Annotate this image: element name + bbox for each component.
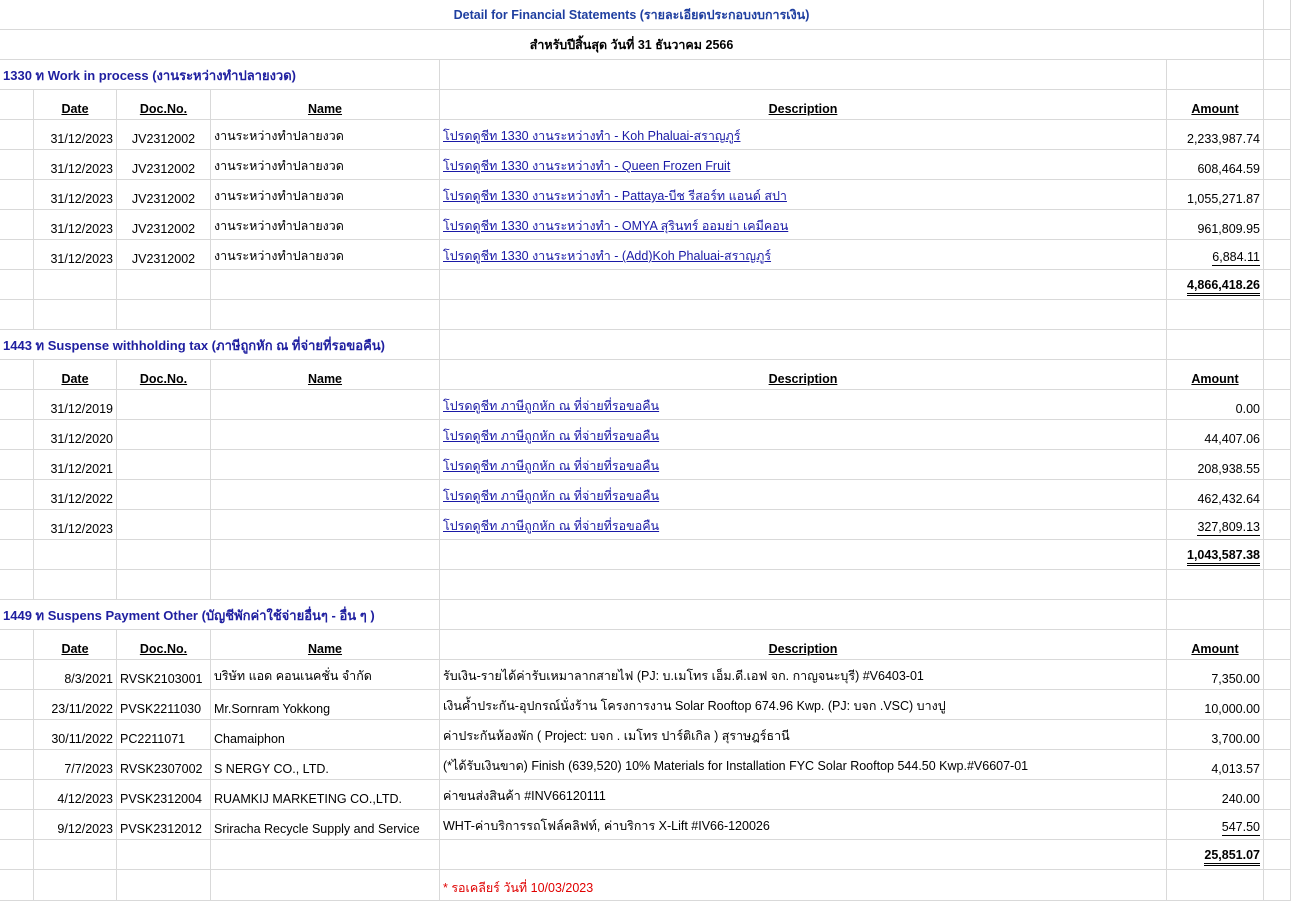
note-row xyxy=(0,870,1291,901)
header-name[interactable]: Name xyxy=(211,630,440,660)
cell-description-link[interactable]: โปรดดูชีท 1330 งานระหว่างทำ - Koh Phaluai-สราญภูร์ xyxy=(440,120,1167,150)
table-row xyxy=(0,660,1291,690)
amount-value: 547.50 xyxy=(1221,820,1260,834)
cell-name[interactable]: งานระหว่างทำปลายงวด xyxy=(211,120,440,150)
total-row xyxy=(0,840,1291,870)
title-row xyxy=(0,0,1291,30)
cell-doc-no[interactable] xyxy=(117,480,211,510)
cell-date[interactable]: 31/12/2023 xyxy=(34,240,117,270)
section-heading[interactable]: 1449 ท Suspens Payment Other (บัญชีพักค่าใช้จ่ายอื่นๆ - อื่น ๆ ) xyxy=(0,600,440,630)
total-row xyxy=(0,270,1291,300)
cell-amount[interactable]: 44,407.06 xyxy=(1167,420,1264,450)
table-row xyxy=(0,390,1291,420)
header-name[interactable]: Name xyxy=(211,90,440,120)
cell-description[interactable]: WHT-ค่าบริการรถโฟล์คลิฟท์, ค่าบริการ X-Lift #IV66-120026 xyxy=(440,810,1167,840)
report-subtitle[interactable]: สำหรับปีสิ้นสุด วันที่ 31 ธันวาคม 2566 xyxy=(0,30,1264,60)
header-date[interactable]: Date xyxy=(34,360,117,390)
cell-amount[interactable]: 0.00 xyxy=(1167,390,1264,420)
table-row xyxy=(0,720,1291,750)
table-row xyxy=(0,420,1291,450)
cell-date[interactable]: 8/3/2021 xyxy=(34,660,117,690)
cell-date[interactable]: 4/12/2023 xyxy=(34,780,117,810)
cell-name[interactable]: งานระหว่างทำปลายงวด xyxy=(211,150,440,180)
table-row xyxy=(0,180,1291,210)
cell-doc-no[interactable]: JV2312002 xyxy=(117,210,211,240)
cell-amount[interactable] xyxy=(1167,510,1264,540)
cell-date[interactable]: 31/12/2023 xyxy=(34,120,117,150)
cell-amount[interactable]: 3,700.00 xyxy=(1167,720,1264,750)
amount-value: 6,884.11 xyxy=(1212,250,1260,264)
table-row xyxy=(0,750,1291,780)
cell-description[interactable]: ค่าขนส่งสินค้า #INV66120111 xyxy=(440,780,1167,810)
cell-doc-no[interactable]: PC2211071 xyxy=(117,720,211,750)
column-header-row xyxy=(0,360,1291,390)
section-heading-row xyxy=(0,60,1291,90)
cell-amount[interactable]: 2,233,987.74 xyxy=(1167,120,1264,150)
cell-name[interactable]: งานระหว่างทำปลายงวด xyxy=(211,240,440,270)
cell-doc-no[interactable] xyxy=(117,450,211,480)
table-row xyxy=(0,810,1291,840)
total-row xyxy=(0,540,1291,570)
header-amount[interactable]: Amount xyxy=(1167,360,1264,390)
table-row xyxy=(0,480,1291,510)
cell-name[interactable] xyxy=(211,510,440,540)
cell-amount[interactable]: 10,000.00 xyxy=(1167,690,1264,720)
empty-row xyxy=(0,300,1291,330)
cell-description-link[interactable]: โปรดดูชีท ภาษีถูกหัก ณ ที่จ่ายที่รอขอคืน xyxy=(440,420,1167,450)
subtitle-row xyxy=(0,30,1291,60)
amount-value: 327,809.13 xyxy=(1197,520,1260,534)
cell-date[interactable]: 31/12/2023 xyxy=(34,150,117,180)
section-total[interactable] xyxy=(1167,540,1264,570)
empty-row xyxy=(0,570,1291,600)
cell-doc-no[interactable]: JV2312002 xyxy=(117,150,211,180)
report-title[interactable]: Detail for Financial Statements (รายละเอียดประกอบงบการเงิน) xyxy=(0,0,1264,30)
cell-description[interactable]: (*ได้รับเงินขาด) Finish (639,520) 10% Materials for Installation FYC Solar Rooftop 544.50 Kwp.#V6607-01 xyxy=(440,750,1167,780)
cell-date[interactable]: 31/12/2023 xyxy=(34,180,117,210)
table-row xyxy=(0,210,1291,240)
cell-name[interactable]: Mr.Sornram Yokkong xyxy=(211,690,440,720)
cell-doc-no[interactable]: JV2312002 xyxy=(117,120,211,150)
cell-name[interactable] xyxy=(211,450,440,480)
cell-amount[interactable]: 1,055,271.87 xyxy=(1167,180,1264,210)
cell-doc-no[interactable]: PVSK2312004 xyxy=(117,780,211,810)
header-doc-no[interactable]: Doc.No. xyxy=(117,360,211,390)
cell-doc-no[interactable]: RVSK2103001 xyxy=(117,660,211,690)
cell-doc-no[interactable]: JV2312002 xyxy=(117,180,211,210)
cell-doc-no[interactable] xyxy=(117,420,211,450)
table-row xyxy=(0,240,1291,270)
cell-date[interactable]: 31/12/2019 xyxy=(34,390,117,420)
cell-doc-no[interactable] xyxy=(117,390,211,420)
table-row xyxy=(0,510,1291,540)
cell-description-link[interactable]: โปรดดูชีท 1330 งานระหว่างทำ - OMYA สุรินทร์ ออมย่า เคมีคอน xyxy=(440,210,1167,240)
cell-date[interactable]: 23/11/2022 xyxy=(34,690,117,720)
cell-amount[interactable]: 208,938.55 xyxy=(1167,450,1264,480)
cell-description-link[interactable]: โปรดดูชีท ภาษีถูกหัก ณ ที่จ่ายที่รอขอคืน xyxy=(440,510,1167,540)
header-description[interactable]: Description xyxy=(440,630,1167,660)
section-heading[interactable]: 1330 ท Work in process (งานระหว่างทำปลายงวด) xyxy=(0,60,440,90)
header-date[interactable]: Date xyxy=(34,630,117,660)
cell-amount[interactable]: 608,464.59 xyxy=(1167,150,1264,180)
cell-amount[interactable]: 462,432.64 xyxy=(1167,480,1264,510)
cell-name[interactable] xyxy=(211,390,440,420)
header-amount[interactable]: Amount xyxy=(1167,630,1264,660)
cell-amount[interactable] xyxy=(1167,240,1264,270)
cell-doc-no[interactable]: RVSK2307002 xyxy=(117,750,211,780)
cell-name[interactable] xyxy=(211,480,440,510)
cell-description-link[interactable]: โปรดดูชีท 1330 งานระหว่างทำ - Queen Frozen Fruit xyxy=(440,150,1167,180)
cell-doc-no[interactable]: JV2312002 xyxy=(117,240,211,270)
header-description[interactable]: Description xyxy=(440,90,1167,120)
table-row xyxy=(0,450,1291,480)
cell-description[interactable]: เงินค้ำประกัน-อุปกรณ์นั่งร้าน โครงการงาน Solar Rooftop 674.96 Kwp. (PJ: บจก .VSC) บางปู xyxy=(440,690,1167,720)
header-name[interactable]: Name xyxy=(211,360,440,390)
cell-amount[interactable]: 4,013.57 xyxy=(1167,750,1264,780)
header-amount[interactable]: Amount xyxy=(1167,90,1264,120)
cell-description-link[interactable]: โปรดดูชีท 1330 งานระหว่างทำ - (Add)Koh Phaluai-สราญภูร์ xyxy=(440,240,1167,270)
cell-name[interactable]: งานระหว่างทำปลายงวด xyxy=(211,180,440,210)
cell-name[interactable]: งานระหว่างทำปลายงวด xyxy=(211,210,440,240)
cell-name[interactable]: RUAMKIJ MARKETING CO.,LTD. xyxy=(211,780,440,810)
column-header-row xyxy=(0,630,1291,660)
cell-description-link[interactable]: โปรดดูชีท ภาษีถูกหัก ณ ที่จ่ายที่รอขอคืน xyxy=(440,480,1167,510)
header-date[interactable]: Date xyxy=(34,90,117,120)
cell-name[interactable]: Chamaiphon xyxy=(211,720,440,750)
pending-clearance-note[interactable]: * รอเคลียร์ วันที่ 10/03/2023 xyxy=(440,870,1167,901)
cell-date[interactable]: 7/7/2023 xyxy=(34,750,117,780)
cell-date[interactable]: 31/12/2023 xyxy=(34,210,117,240)
cell-date[interactable]: 31/12/2021 xyxy=(34,450,117,480)
cell-amount[interactable] xyxy=(1167,810,1264,840)
cell-description[interactable]: รับเงิน-รายได้ค่ารับเหมาลากสายไฟ (PJ: บ.เมโทร เอ็ม.ดี.เอฟ จก. กาญจนะบุรี) #V6403-01 xyxy=(440,660,1167,690)
total-value: 25,851.07 xyxy=(1204,848,1260,866)
cell-name[interactable]: Sriracha Recycle Supply and Service xyxy=(211,810,440,840)
cell-amount[interactable]: 7,350.00 xyxy=(1167,660,1264,690)
section-heading-row xyxy=(0,330,1291,360)
cell-description-link[interactable]: โปรดดูชีท ภาษีถูกหัก ณ ที่จ่ายที่รอขอคืน xyxy=(440,450,1167,480)
cell-date[interactable]: 9/12/2023 xyxy=(34,810,117,840)
cell-amount[interactable]: 240.00 xyxy=(1167,780,1264,810)
header-description[interactable]: Description xyxy=(440,360,1167,390)
header-doc-no[interactable]: Doc.No. xyxy=(117,90,211,120)
table-row xyxy=(0,150,1291,180)
cell-name[interactable] xyxy=(211,420,440,450)
cell-description[interactable]: ค่าประกันห้องพัก ( Project: บจก . เมโทร ปาร์ติเกิล ) สุราษฎร์ธานี xyxy=(440,720,1167,750)
table-row xyxy=(0,690,1291,720)
cell-description-link[interactable]: โปรดดูชีท 1330 งานระหว่างทำ - Pattaya-บีช รีสอร์ท แอนด์ สปา xyxy=(440,180,1167,210)
cell-name[interactable]: S NERGY CO., LTD. xyxy=(211,750,440,780)
table-row xyxy=(0,780,1291,810)
cell-amount[interactable]: 961,809.95 xyxy=(1167,210,1264,240)
section-heading[interactable]: 1443 ท Suspense withholding tax (ภาษีถูกหัก ณ ที่จ่ายที่รอขอคืน) xyxy=(0,330,440,360)
cell-doc-no[interactable]: PVSK2211030 xyxy=(117,690,211,720)
header-doc-no[interactable]: Doc.No. xyxy=(117,630,211,660)
total-value: 4,866,418.26 xyxy=(1187,278,1260,296)
cell-date[interactable]: 31/12/2022 xyxy=(34,480,117,510)
cell-name[interactable]: บริษัท แอด คอนเนคชั่น จำกัด xyxy=(211,660,440,690)
cell-date[interactable]: 30/11/2022 xyxy=(34,720,117,750)
section-total[interactable] xyxy=(1167,270,1264,300)
cell-doc-no[interactable]: PVSK2312012 xyxy=(117,810,211,840)
cell-doc-no[interactable] xyxy=(117,510,211,540)
column-header-row xyxy=(0,90,1291,120)
cell-date[interactable]: 31/12/2020 xyxy=(34,420,117,450)
section-heading-row xyxy=(0,600,1291,630)
cell-description-link[interactable]: โปรดดูชีท ภาษีถูกหัก ณ ที่จ่ายที่รอขอคืน xyxy=(440,390,1167,420)
section-total[interactable] xyxy=(1167,840,1264,870)
cell-date[interactable]: 31/12/2023 xyxy=(34,510,117,540)
total-value: 1,043,587.38 xyxy=(1187,548,1260,566)
table-row xyxy=(0,120,1291,150)
